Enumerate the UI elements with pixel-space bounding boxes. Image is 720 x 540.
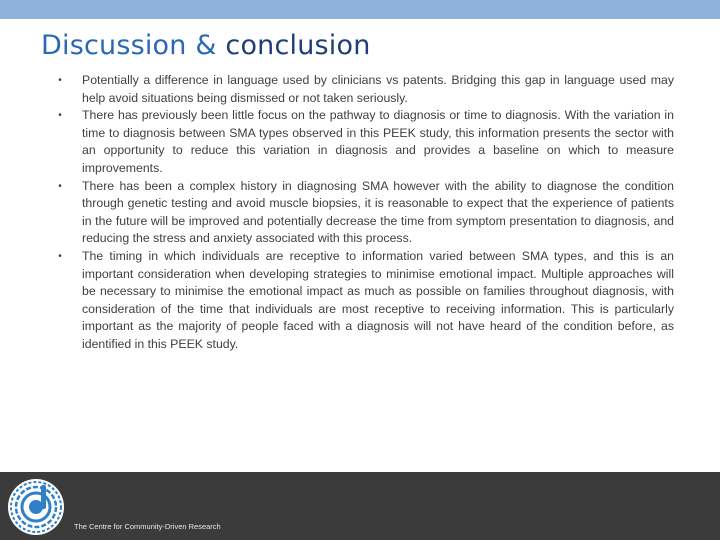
bullet-icon: • — [58, 110, 62, 122]
page-title — [41, 30, 371, 61]
logo-stem — [41, 485, 46, 509]
bullet-text: There has previously been little focus on the pathway to diagnosis or time to diagnosis. With the variation in time to diagnosis between SMA types observed in this PEEK study, this information presents the sector with an opportunity to reduce this variation in diagnosis and provides a baseline on which to measure improvements. — [82, 108, 674, 175]
bullet-icon: • — [58, 75, 62, 86]
title-part-conclusion: conclusion — [225, 30, 371, 61]
bullet-icon: • — [58, 180, 62, 192]
list-item — [52, 178, 674, 248]
title-part-discussion: Discussion & — [41, 30, 226, 61]
list-item — [52, 72, 674, 107]
bullet-list — [52, 72, 674, 354]
bullet-text: There has been a complex history in diagnosing SMA however with the ability to diagnose the condition through genetic testing and avoid muscle biopsies, it is reasonable to expect that the experience of patients in the future will be improved and potentially decrease the time from symptom presentation to diagnosis, and reducing the stress and anxiety associated with this process. — [82, 178, 674, 246]
bullet-text: The timing in which individuals are receptive to information varied between SMA types, and this is an important consideration when developing strategies to minimise emotional impact. Multiple approaches will be necessary to minimise the emotional impact as much as possible on families throughout diagnosis, with consideration of the time that individuals are most receptive to receiving information. This is particularly important as the majority of people faced with a diagnosis will not have heard of the condition before, as identified in this PEEK study. — [82, 248, 674, 351]
bullet-text: Potentially a difference in language used by clinicians vs patents. Bridging this gap in language used may help avoid situations being dismissed or not taken seriously. — [82, 73, 674, 105]
top-accent-bar — [0, 0, 720, 19]
list-item — [52, 107, 674, 177]
bullet-icon: • — [58, 250, 62, 262]
logo-center-dot — [29, 500, 43, 514]
footer-org-name: The Centre for Community-Driven Research — [74, 522, 221, 531]
list-item — [52, 248, 674, 354]
organization-logo-icon — [6, 477, 66, 537]
footer-bar — [0, 472, 720, 540]
